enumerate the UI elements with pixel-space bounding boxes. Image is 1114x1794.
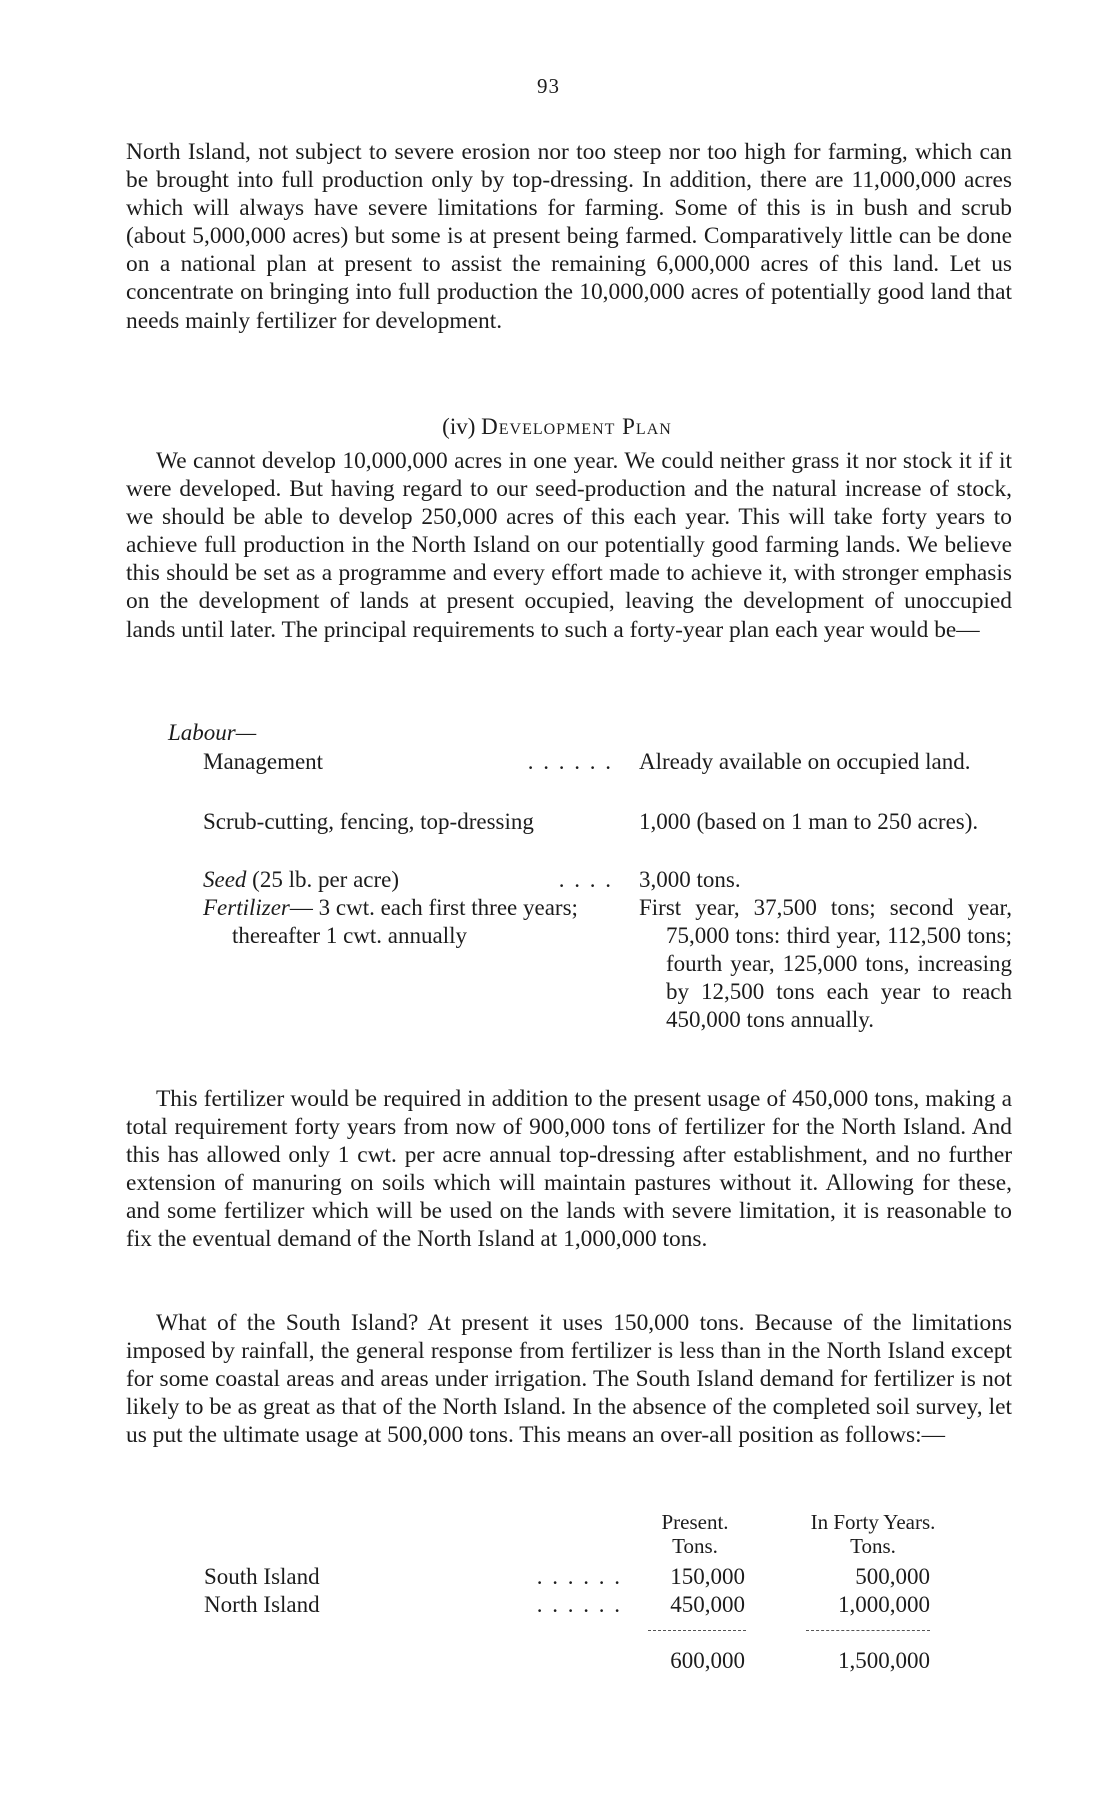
- requirement-fertilizer-value: First year, 37,500 tons; second year, 75,000 tons: third year, 112,500 tons; fourth year, 125,000 tons, increasing by 12,500 tons each year to reach 450,000 tons annually.: [639, 895, 1012, 1032]
- requirement-seed-value: 3,000 tons.: [639, 867, 741, 892]
- requirement-seed-label: Seed (25 lb. per acre) . . . .: [203, 867, 613, 892]
- paragraph-development-plan: We cannot develop 10,000,000 acres in one year. We could neither grass it nor stock it if it were developed. But having regard to our seed-production and the natural increase of stock, we should be able to develop 250,000 acres of this each year. This will take forty years to achieve full production in the North Island on our potentially good farming lands. We believe this should be set as a programme and every effort made to achieve it, with stronger emphasis on the development of lands at present occupied, leaving the development of unoccupied lands until later. The principal requirements to such a forty-year plan each year would be—: [126, 448, 1012, 643]
- table-cell-forty-years: 1,000,000: [838, 1592, 930, 1617]
- paragraph-south-island: What of the South Island? At present it uses 150,000 tons. Because of the limitations imposed by rainfall, the general response from fertilizer is less than in the North Island except for some coastal areas and areas under irrigation. The South Island demand for fertilizer is not likely to be as great as that of the North Island. In the absence of the completed soil survey, let us put the ultimate usage at 500,000 tons. This means an over-all position as follows:—: [126, 1310, 1012, 1449]
- paragraph-north-island-land: North Island, not subject to severe erosion nor too steep nor too high for farming, which can be brought into full production only by top-dressing. In addition, there are 11,000,000 acres which will always have severe limitations for farming. Some of this is in bush and scrub (about 5,000,000 acres) but some is at present being farmed. Comparatively little can be done on a national plan at present to assist the remaining 6,000,000 acres of this land. Let us concentrate on bringing into full production the 10,000,000 acres of potentially good land that needs mainly fertilizer for development.: [126, 139, 1012, 334]
- dot-leader: . . . . . .: [536, 1592, 622, 1617]
- section-title: Development Plan: [481, 414, 672, 439]
- table-total-present: 600,000: [670, 1648, 745, 1673]
- table-total-forty-years: 1,500,000: [838, 1648, 930, 1673]
- column-header-present: Present. Tons.: [661, 1510, 729, 1558]
- dot-leader: . . . .: [558, 867, 613, 892]
- table-row-label: North Island . . . . . .: [204, 1592, 622, 1617]
- requirement-scrub-value: 1,000 (based on 1 man to 250 acres).: [639, 809, 979, 834]
- section-heading: [0, 414, 1114, 440]
- dot-leader: . . . . . .: [536, 1564, 622, 1589]
- dot-leader: . . . . . .: [527, 749, 613, 774]
- table-cell-present: 450,000: [670, 1592, 745, 1617]
- total-rule-forty-years: [806, 1630, 930, 1631]
- requirement-scrub-label: Scrub-cutting, fencing, top-dressing: [203, 809, 534, 834]
- paragraph-fertilizer-requirement: This fertilizer would be required in addition to the present usage of 450,000 tons, making a total requirement forty years from now of 900,000 tons of fertilizer for the North Island. And this has allowed only 1 cwt. per acre annual top-dressing after establishment, and no further extension of manuring on soils which will maintain pastures without it. Allowing for these, and some fertilizer which will be used on the lands with severe limitation, it is reasonable to fix the eventual demand of the North Island at 1,000,000 tons.: [126, 1086, 1012, 1253]
- table-cell-present: 150,000: [670, 1564, 745, 1589]
- column-header-forty-years: In Forty Years. Tons.: [810, 1510, 936, 1558]
- page-number: 93: [537, 74, 560, 98]
- requirement-management-label: Management . . . . . .: [203, 749, 613, 774]
- table-cell-forty-years: 500,000: [855, 1564, 930, 1589]
- table-row-label: South Island . . . . . .: [204, 1564, 622, 1589]
- requirement-fertilizer-label: Fertilizer— 3 cwt. each first three years; thereafter 1 cwt. annually: [203, 895, 578, 948]
- requirement-management-value: Already available on occupied land.: [639, 749, 971, 774]
- section-number: (iv): [442, 414, 476, 439]
- labour-heading: Labour—: [168, 720, 257, 745]
- total-rule-present: [648, 1630, 746, 1631]
